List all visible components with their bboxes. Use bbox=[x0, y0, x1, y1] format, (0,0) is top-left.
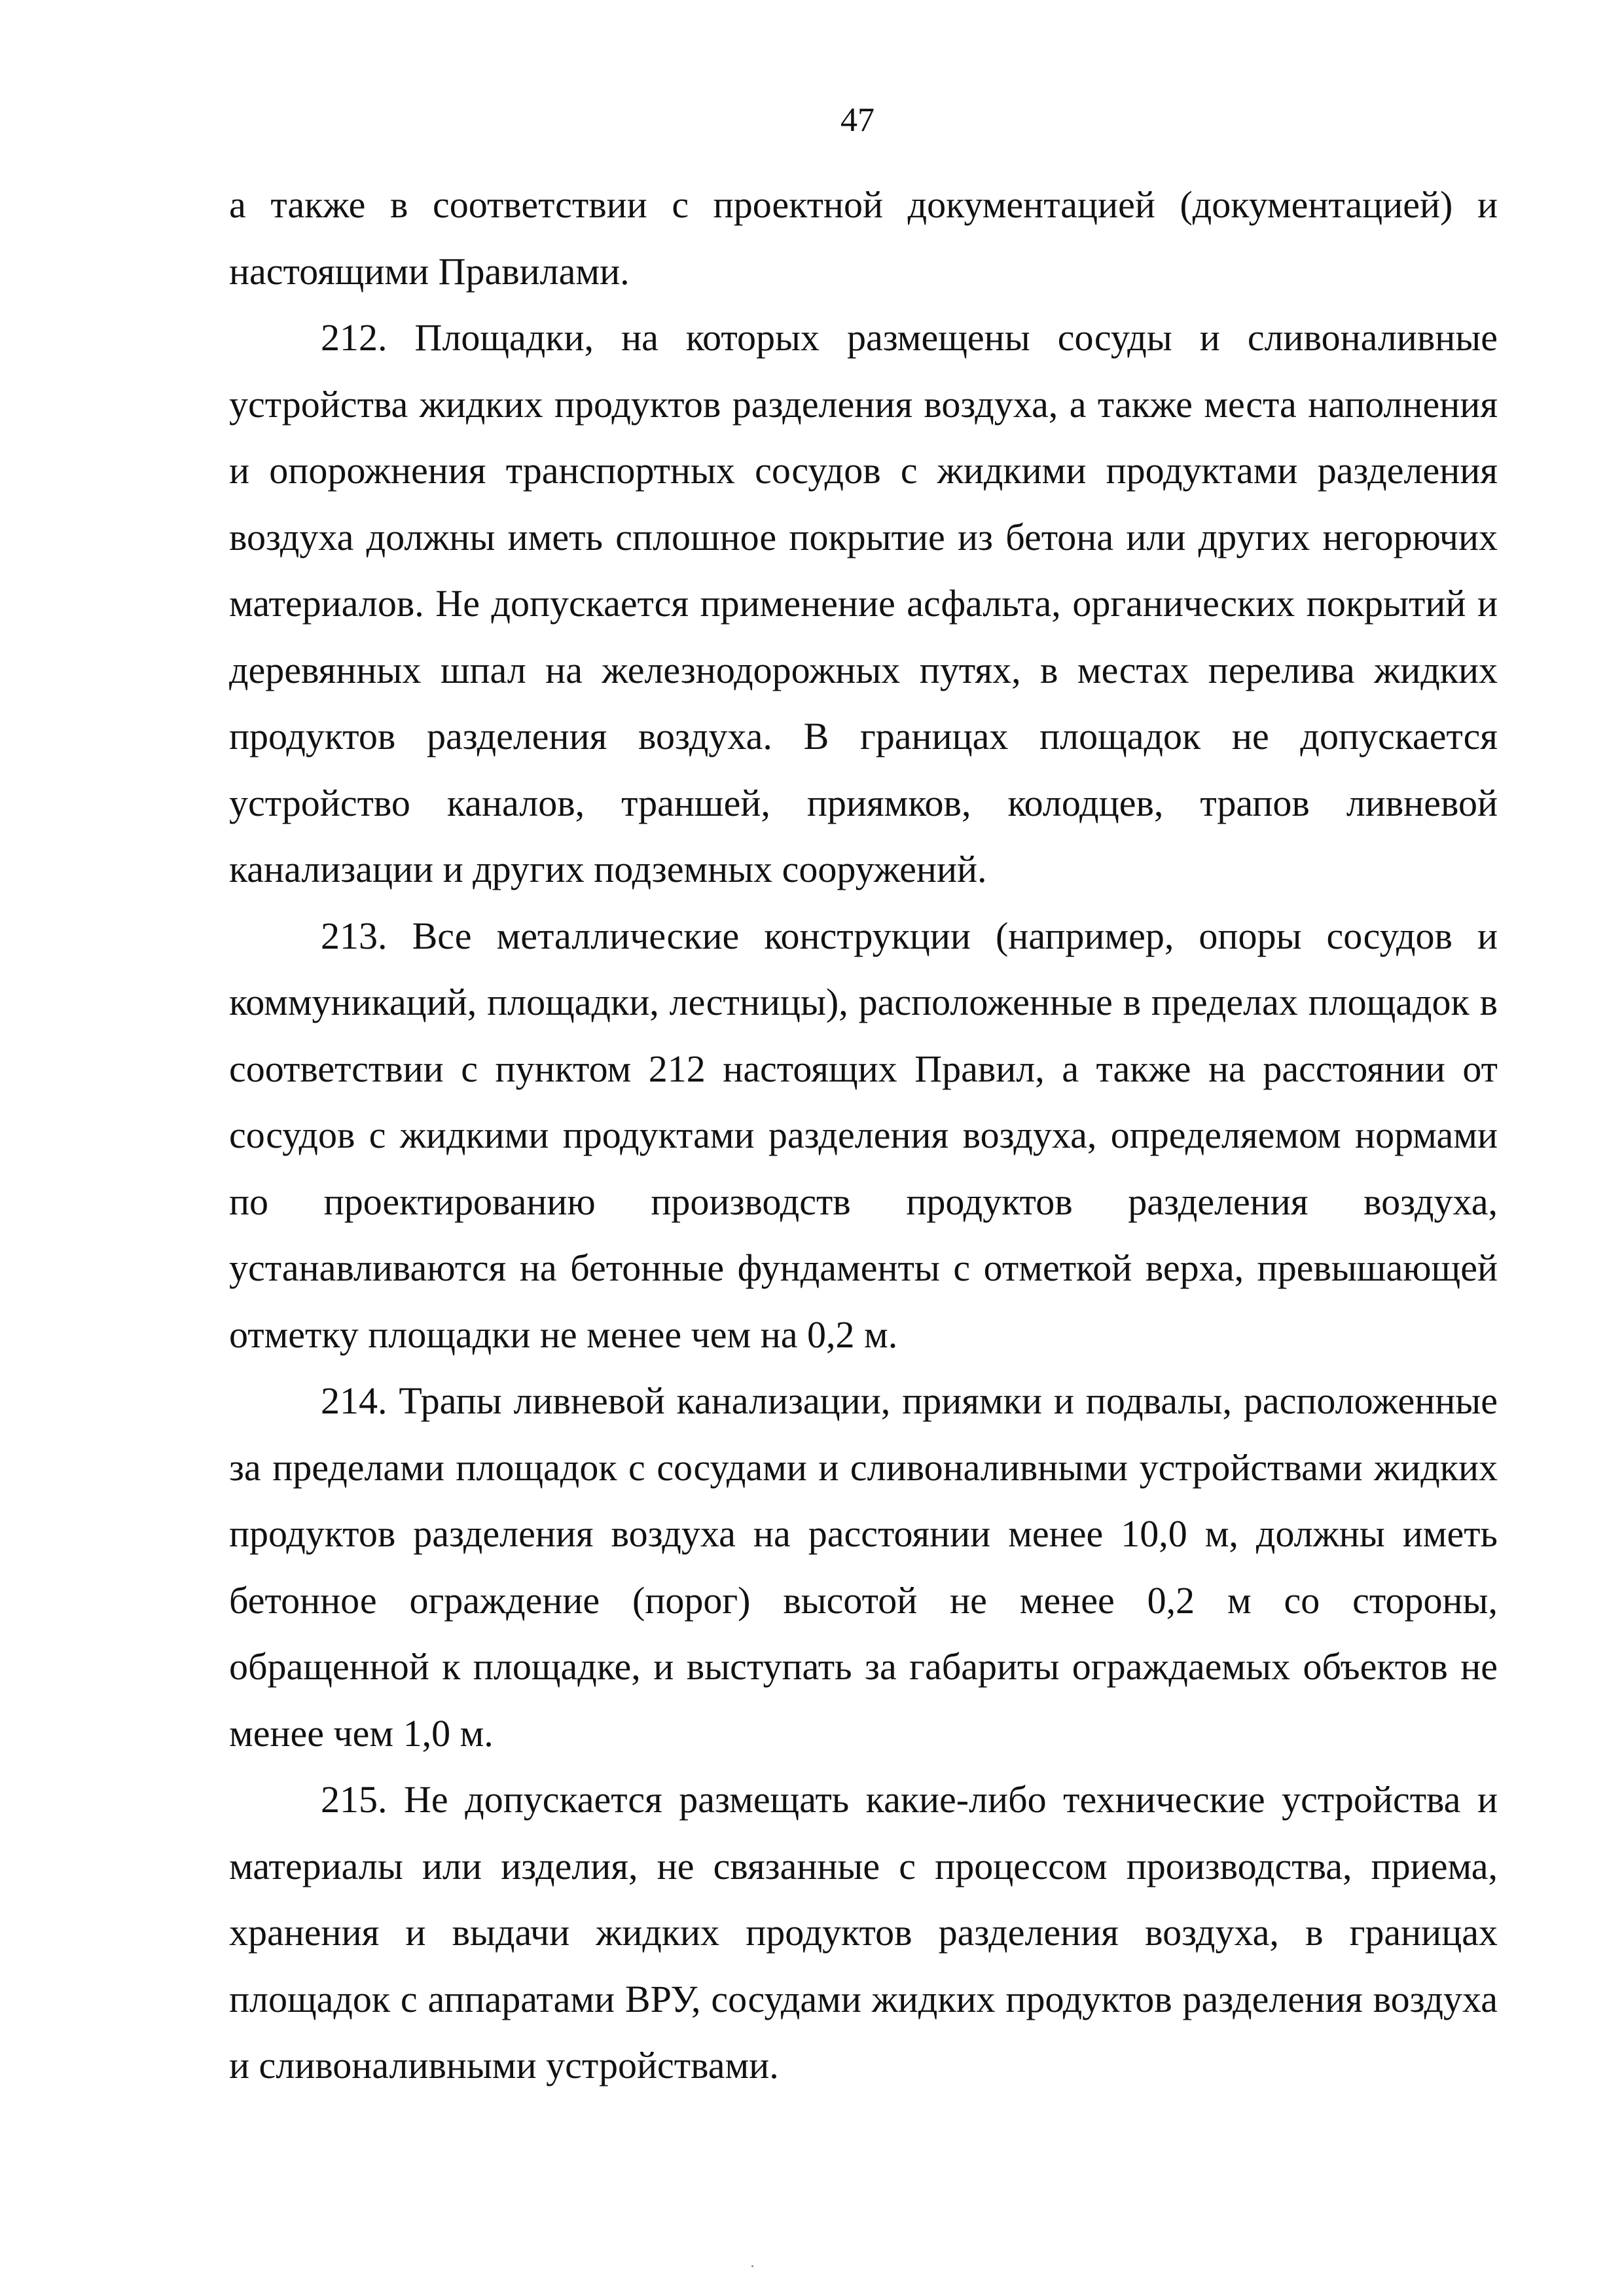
paragraph-item-213: 213. Все металлические конструкции (например, опоры сосудов и коммуникаций, площадки, лестницы), расположенные в пределах площадок в соответствии с пунктом 212 настоящих Правил, а также на расстоянии от сосудов с жидкими продуктами разделения воздуха, определяемом нормами по проектированию производств продуктов разделения воздуха, устанавливаются на бетонные фундаменты с отметкой верха, превышающей отметку площадки не менее чем на 0,2 м. bbox=[229, 914, 1498, 1356]
document-body bbox=[229, 172, 1498, 2099]
paragraph-continuation: а также в соответствии с проектной документацией (документацией) и настоящими Правилами. bbox=[229, 183, 1498, 293]
paragraph-item-214: 214. Трапы ливневой канализации, приямки и подвалы, расположенные за пределами площадок с сосудами и сливоналивными устройствами жидких продуктов разделения воздуха на расстоянии менее 10,0 м, должны иметь бетонное ограждение (порог) высотой не менее 0,2 м со стороны, обращенной к площадке, и выступать за габариты ограждаемых объектов не менее чем 1,0 м. bbox=[229, 1379, 1498, 1755]
paragraph-item-212: 212. Площадки, на которых размещены сосуды и сливоналивные устройства жидких продуктов разделения воздуха, а также места наполнения и опорожнения транспортных сосудов с жидкими продуктами разделения воздуха должны иметь сплошное покрытие из бетона или других негорючих материалов. Не допускается применение асфальта, органических покрытий и деревянных шпал на железнодорожных путях, в местах перелива жидких продуктов разделения воздуха. В границах площадок не допускается устройство каналов, траншей, приямков, колодцев, трапов ливневой канализации и других подземных сооружений. bbox=[229, 316, 1498, 890]
scan-speck bbox=[751, 2265, 753, 2267]
paragraph-item-215: 215. Не допускается размещать какие-либо технические устройства и материалы или изделия, не связанные с процессом производства, приема, хранения и выдачи жидких продуктов разделения воздуха, в границах площадок с аппаратами ВРУ, сосудами жидких продуктов разделения воздуха и сливоналивными устройствами. bbox=[229, 1778, 1498, 2086]
page-number: 47 bbox=[840, 101, 875, 139]
